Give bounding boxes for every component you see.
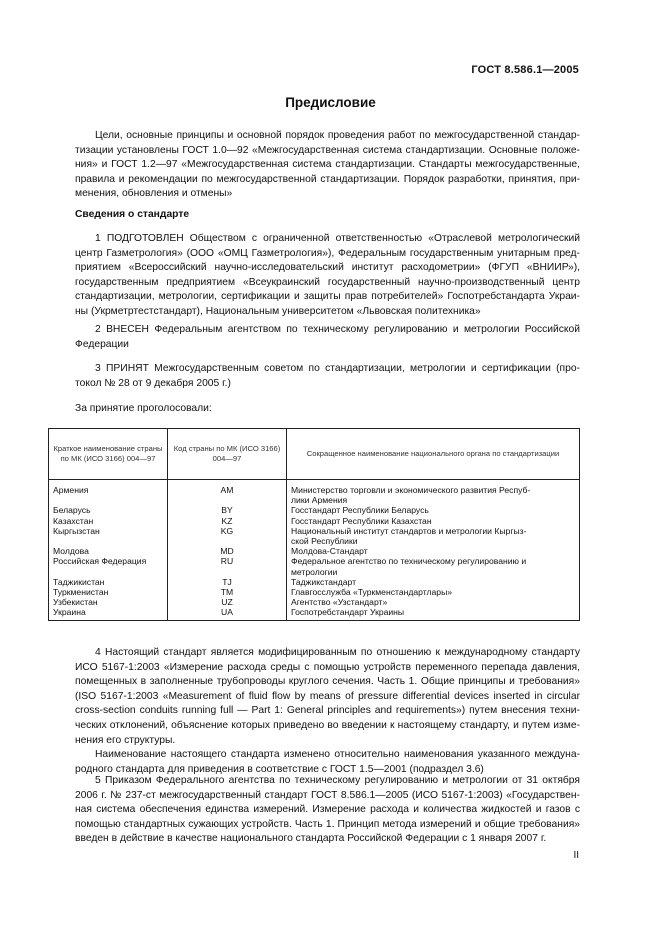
table-row bbox=[49, 516, 580, 526]
text-line: cross-section conduits running full — Part 1: General principles and requirements») путем внесения техни- bbox=[75, 705, 580, 717]
standards-body bbox=[287, 587, 580, 597]
standards-body bbox=[287, 505, 580, 515]
text-line: 5 Приказом Федерального агентства по техническому регулированию и метрологии от 31 октября bbox=[95, 775, 580, 786]
text-line: приятием «Всероссийский научно-исследовательский институт расходометрии» (ФГУП «ВНИИР»), bbox=[75, 262, 580, 274]
standards-body-line: ской Республики bbox=[291, 536, 358, 547]
table-row bbox=[49, 607, 580, 620]
item-4-paragraph bbox=[75, 646, 580, 748]
text-line: введен в действие в качестве национального стандарта Российской Федерации с 1 января 2007 г. bbox=[75, 833, 547, 845]
text-line: ИСО 5167-1:2003 «Измерение расхода среды с помощью устройств переменного перепада давления, bbox=[75, 661, 580, 673]
text-line: помещенных в заполненные трубопроводы круглого сечения. Часть 1. Общие принципы и требования» bbox=[75, 676, 580, 688]
standards-body-line: Федеральное агентство по техническому регулированию и bbox=[291, 556, 527, 567]
country-name: Российская Федерация bbox=[49, 556, 168, 576]
text-line: центр Газметрология» (ООО «ОМЦ Газметрология»), Федеральным государственным унитарным пред- bbox=[75, 247, 580, 259]
item-2-paragraph bbox=[75, 323, 580, 352]
header-country: Краткое наименование страны по МК (ИСО 3166) 004—97 bbox=[49, 429, 168, 480]
standards-body-line: метрологии bbox=[291, 566, 338, 577]
standards-body-line: Госпотребстандарт Украины bbox=[291, 607, 405, 618]
country-code: UZ bbox=[168, 597, 287, 607]
country-name: Туркменистан bbox=[49, 587, 168, 597]
table-row bbox=[49, 597, 580, 607]
country-code: BY bbox=[168, 505, 287, 515]
text-line: Цели, основные принципы и основной порядок проведения работ по межгосударственной стандар- bbox=[95, 130, 580, 141]
item-5-paragraph bbox=[75, 774, 580, 847]
standards-body-line: Национальный институт стандартов и метрологии Кыргыз- bbox=[291, 525, 527, 536]
country-code: TM bbox=[168, 587, 287, 597]
page-number: II bbox=[573, 850, 579, 861]
standards-body-line: Таджикстандарт bbox=[291, 576, 357, 587]
country-code: RU bbox=[168, 556, 287, 576]
text-line: родного стандарта для приведения в соответствие с ГОСТ 1.5—2001 (подраздел 3.6) bbox=[75, 763, 484, 775]
header-code: Код страны по МК (ИСО 3166) 004—97 bbox=[168, 429, 287, 480]
country-name: Беларусь bbox=[49, 505, 168, 515]
item-3-paragraph bbox=[75, 362, 580, 391]
text-line: ческих отклонений, объяснение которых приведено во введении к настоящему стандарту, и путем изме- bbox=[75, 719, 580, 731]
standards-body-line: Госстандарт Республики Казахстан bbox=[291, 515, 432, 526]
standards-body-line: Госстандарт Республики Беларусь bbox=[291, 505, 429, 516]
country-code: MD bbox=[168, 546, 287, 556]
text-line: 2 ВНЕСЕН Федеральным агентством по техническому регулированию и метрологии Российской bbox=[95, 324, 580, 335]
text-line: (ISO 5167-1:2003 «Measurement of fluid flow by means of pressure differential devices inserted in circular bbox=[75, 690, 580, 702]
table-row bbox=[49, 505, 580, 515]
standards-body bbox=[287, 607, 580, 620]
text-line: Федерации bbox=[75, 338, 129, 350]
country-code: KG bbox=[168, 526, 287, 546]
standards-body bbox=[287, 577, 580, 587]
country-name: Узбекистан bbox=[49, 597, 168, 607]
text-line: 3 ПРИНЯТ Межгосударственным советом по стандартизации, метрологии и сертификации (про- bbox=[95, 363, 580, 374]
country-name: Украина bbox=[49, 607, 168, 620]
country-code: AM bbox=[168, 480, 287, 506]
text-line: тизации установлены ГОСТ 1.0—92 «Межгосударственная система стандартизации. Основные положе- bbox=[75, 144, 580, 156]
country-name: Таджикистан bbox=[49, 577, 168, 587]
text-line: стандартизации, метрологии, сертификации и защиты прав потребителей» Госпотребстандарта Украи- bbox=[75, 291, 580, 303]
table-row bbox=[49, 546, 580, 556]
text-line: ния» и ГОСТ 1.2—97 «Межгосударственная система стандартизации. Стандарты межгосударственные, bbox=[75, 159, 580, 171]
text-line: токол № 28 от 9 декабря 2005 г.) bbox=[75, 377, 231, 389]
country-code: KZ bbox=[168, 516, 287, 526]
standards-body-line: Министерство торговли и экономического развития Респуб- bbox=[291, 485, 531, 495]
table-row bbox=[49, 587, 580, 597]
intro-paragraph bbox=[75, 129, 580, 202]
page-title: Предисловие bbox=[285, 95, 376, 110]
standards-body bbox=[287, 597, 580, 607]
country-name: Армения bbox=[49, 480, 168, 506]
country-name: Молдова bbox=[49, 546, 168, 556]
text-line: 4 Настоящий стандарт является модифицированным по отношению к международному стандарту bbox=[95, 647, 580, 658]
text-line: правила и рекомендации по межгосударственной стандартизации. Порядок разработки, принятия, при- bbox=[75, 173, 580, 185]
table-header-row bbox=[49, 429, 580, 480]
header-body: Сокращенное наименование национального органа по стандартизации bbox=[287, 429, 580, 480]
table-body bbox=[49, 480, 580, 621]
text-line: нения его структуры. bbox=[75, 734, 176, 746]
text-line: ны (Укрметртестстандарт), Национальным университетом «Львовская политехника» bbox=[75, 305, 481, 317]
table-row bbox=[49, 556, 580, 576]
standards-body-line: Молдова-Стандарт bbox=[291, 546, 368, 557]
country-code: TJ bbox=[168, 577, 287, 587]
standards-body-line: Агентство «Узстандарт» bbox=[291, 597, 388, 608]
item-1-paragraph bbox=[75, 232, 580, 320]
standards-body bbox=[287, 556, 580, 576]
text-line: помощью стандартных сужающих устройств. Часть 1. Принцип метода измерений и общие требования» bbox=[75, 818, 580, 830]
country-name: Казахстан bbox=[49, 516, 168, 526]
table-row bbox=[49, 577, 580, 587]
country-name: Кыргызстан bbox=[49, 526, 168, 546]
text-line: Наименование настоящего стандарта изменено относительно наименования указанного междуна- bbox=[95, 749, 580, 760]
item-4b-paragraph bbox=[75, 748, 580, 777]
text-line: ная система обеспечения единства измерений. Измерение расхода и количества жидкостей и газов с bbox=[75, 804, 580, 816]
voting-table bbox=[48, 428, 580, 621]
text-line: 1 ПОДГОТОВЛЕН Обществом с ограниченной ответственностью «Отраслевой метрологический bbox=[95, 233, 580, 244]
table-row bbox=[49, 526, 580, 546]
country-code: UA bbox=[168, 607, 287, 620]
standards-body-line: лики Армения bbox=[291, 495, 348, 506]
standards-body bbox=[287, 526, 580, 546]
doc-code: ГОСТ 8.586.1—2005 bbox=[471, 64, 579, 76]
standards-body bbox=[287, 546, 580, 556]
standards-body bbox=[287, 516, 580, 526]
section-heading: Сведения о стандарте bbox=[75, 209, 190, 220]
table-row bbox=[49, 480, 580, 506]
standards-body bbox=[287, 480, 580, 506]
text-line: 2006 г. № 237-ст межгосударственный стандарт ГОСТ 8.586.1—2005 (ИСО 5167-1:2003) «Государствен- bbox=[75, 789, 580, 801]
text-line: менения, обновления и отмены» bbox=[75, 188, 233, 200]
text-line: государственным предприятием «Всеукраинский государственный научно-производственный центр bbox=[75, 276, 580, 288]
standards-body-line: Главгосслужба «Туркменстандартлары» bbox=[291, 587, 453, 598]
voted-label: За принятие проголосовали: bbox=[75, 403, 212, 414]
